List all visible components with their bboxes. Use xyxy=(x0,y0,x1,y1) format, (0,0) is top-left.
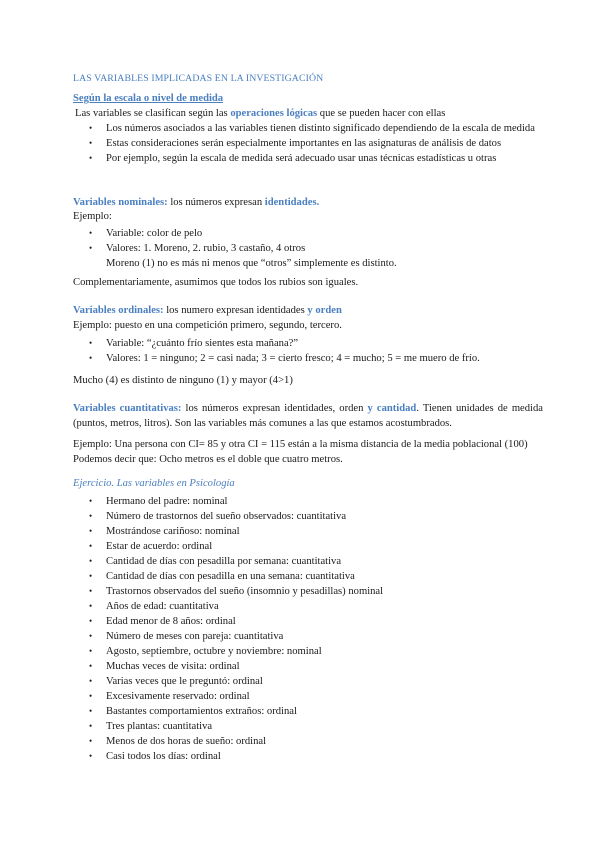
ordinal-label: Variables ordinales: xyxy=(73,305,164,316)
nominal-note: Moreno (1) no es más ni menos que “otros” simplemente es distinto. xyxy=(106,258,397,269)
quantitative-highlight: y cantidad xyxy=(367,403,417,414)
page-title: LAS VARIABLES IMPLICADAS EN LA INVESTIGACIÓN xyxy=(73,73,324,84)
list-item: • Cantidad de días con pesadilla por semana: cuantitativa xyxy=(73,554,543,569)
quantitative-label: Variables cuantitativas: xyxy=(73,403,182,414)
intro-highlight: operaciones lógicas xyxy=(230,108,318,119)
ordinal-note: Mucho (4) es distinto de ninguno (1) y mayor (4>1) xyxy=(73,375,293,386)
list-item: • Número de meses con pareja: cuantitativa xyxy=(73,629,543,644)
quantitative-paragraph xyxy=(73,401,543,431)
list-item: • Agosto, septiembre, octubre y noviembre: nominal xyxy=(73,644,543,659)
list-item: • Valores: 1 = ninguno; 2 = casi nada; 3 = cierto fresco; 4 = mucho; 5 = me muero de frío. xyxy=(73,351,543,366)
nominal-highlight: identidades. xyxy=(264,197,320,208)
nominal-complement: Complementariamente, asumimos que todos los rubios son iguales. xyxy=(73,277,359,288)
list-item: • Cantidad de días con pesadilla en una semana: cuantitativa xyxy=(73,569,543,584)
intro-text-after: que se pueden hacer con ellas xyxy=(317,108,446,119)
list-item: • Edad menor de 8 años: ordinal xyxy=(73,614,543,629)
ordinal-bullet-list xyxy=(73,336,543,366)
list-item: • Excesivamente reservado: ordinal xyxy=(73,689,543,704)
list-item: • Los números asociados a las variables tienen distinto significado dependiendo de la escala de medida xyxy=(73,121,543,136)
intro-paragraph xyxy=(75,106,545,121)
list-item: • Trastornos observados del sueño (insomnio y pesadillas) nominal xyxy=(73,584,543,599)
list-item: • Por ejemplo, según la escala de medida será adecuado usar unas técnicas estadísticas u otras xyxy=(73,151,543,166)
list-item: • Estar de acuerdo: ordinal xyxy=(73,539,543,554)
scale-heading: Según la escala o nivel de medida xyxy=(73,93,224,104)
nominal-example-label: Ejemplo: xyxy=(73,211,112,222)
intro-text-before: Las variables se clasifican según las xyxy=(75,108,231,119)
ordinal-heading xyxy=(73,303,543,318)
list-item: • Estas consideraciones serán especialmente importantes en las asignaturas de análisis de datos xyxy=(73,136,543,151)
list-item: • Hermano del padre: nominal xyxy=(73,494,543,509)
intro-bullet-list xyxy=(73,121,543,166)
list-item: • Tres plantas: cuantitativa xyxy=(73,719,543,734)
ordinal-text: los numero expresan identidades xyxy=(163,305,308,316)
list-item: • Número de trastornos del sueño observados: cuantitativa xyxy=(73,509,543,524)
list-item: • Menos de dos horas de sueño: ordinal xyxy=(73,734,543,749)
list-item: • Varias veces que le preguntó: ordinal xyxy=(73,674,543,689)
exercise-title: Ejercicio. Las variables en Psicología xyxy=(73,478,235,489)
quantitative-example: Ejemplo: Una persona con CI= 85 y otra CI = 115 están a la misma distancia de la media poblacional (100) Podemos decir que: Ocho metros es el doble que cuatro metros. xyxy=(73,439,528,465)
exercise-list xyxy=(73,494,543,764)
quantitative-rest: . Tienen unidades de medida (puntos, metros, litros). Son las variables más comunes a las que estamos acostumbrados. xyxy=(73,403,544,429)
quantitative-text: los números expresan identidades, orden xyxy=(181,403,368,414)
list-item: • Valores: 1. Moreno, 2. rubio, 3 castaño, 4 otros xyxy=(73,241,543,256)
list-item: • Muchas veces de visita: ordinal xyxy=(73,659,543,674)
list-item: • Bastantes comportamientos extraños: ordinal xyxy=(73,704,543,719)
list-item: • Variable: color de pelo xyxy=(73,226,543,241)
list-item: • Casi todos los días: ordinal xyxy=(73,749,543,764)
nominal-heading xyxy=(73,195,543,210)
list-item: • Mostrándose cariñoso: nominal xyxy=(73,524,543,539)
nominal-bullet-list xyxy=(73,226,543,256)
ordinal-highlight: y orden xyxy=(307,305,342,316)
ordinal-example: Ejemplo: puesto en una competición primero, segundo, tercero. xyxy=(73,320,342,331)
list-item: • Variable: “¿cuánto frío sientes esta mañana?” xyxy=(73,336,543,351)
nominal-label: Variables nominales: xyxy=(73,197,168,208)
list-item: • Años de edad: cuantitativa xyxy=(73,599,543,614)
nominal-text: los números expresan xyxy=(167,197,265,208)
